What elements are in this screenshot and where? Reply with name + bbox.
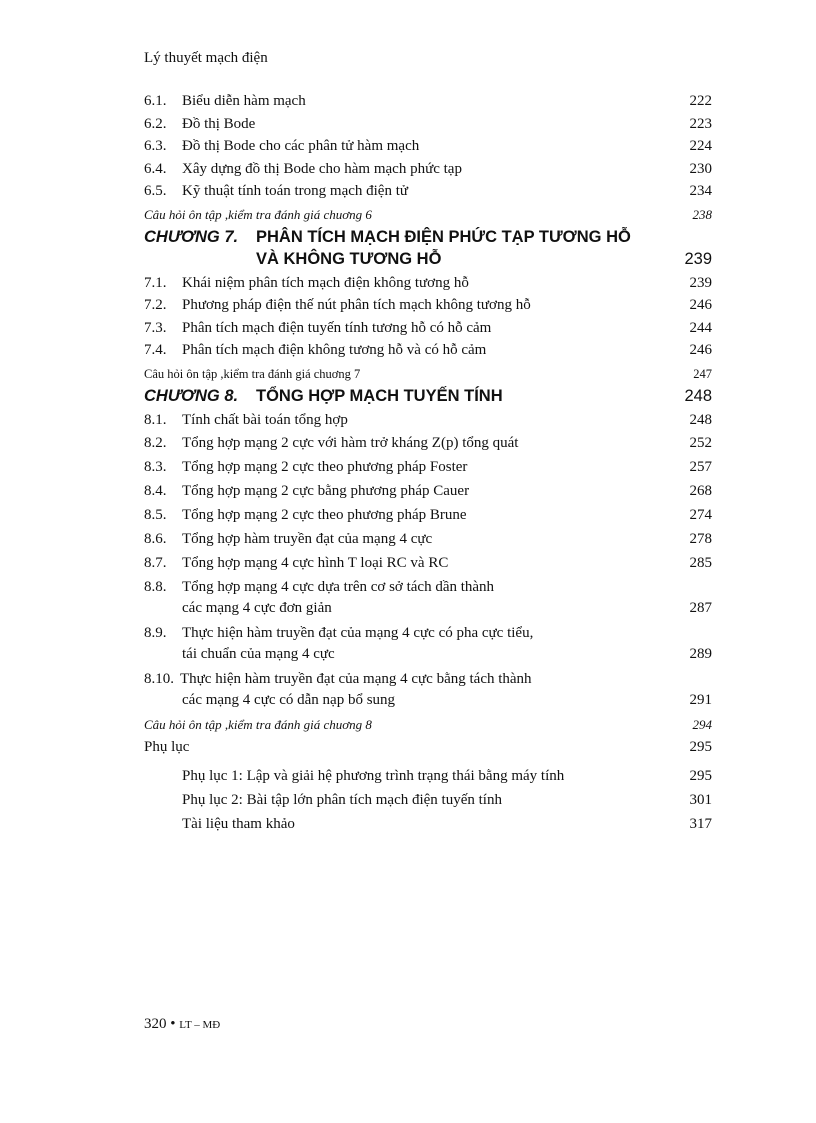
appendix-item-page: 301 [689, 791, 712, 808]
chapter-page: 239 [684, 249, 712, 268]
toc-entry-8-6[interactable] [144, 527, 712, 551]
page-number: 320 [144, 1016, 167, 1032]
entry-page: 239 [689, 274, 712, 291]
chapter-label: CHƯƠNG 8. [144, 386, 239, 405]
entry-number: 8.5. [144, 507, 167, 523]
toc-entry-8-5[interactable] [144, 503, 712, 527]
entry-title-line1: Thực hiện hàm truyền đạt của mạng 4 cực bằng tách thành [180, 671, 532, 687]
entry-title: Tổng hợp mạng 2 cực bằng phương pháp Cauer [182, 483, 470, 499]
toc-entry-8-1[interactable] [144, 409, 712, 432]
page-footer [144, 1016, 220, 1033]
toc-entry-6-5[interactable] [144, 180, 712, 203]
bullet-separator: • [170, 1016, 176, 1032]
toc-review-ch8[interactable] [144, 715, 712, 735]
entry-page: 224 [689, 138, 712, 154]
toc-entry-8-9[interactable] [144, 623, 712, 664]
toc-entry-7-2[interactable] [144, 294, 712, 317]
entry-page: 248 [689, 411, 712, 428]
entry-page: 268 [689, 483, 712, 499]
toc-entry-7-3[interactable] [144, 317, 712, 340]
appendix-item-page: 317 [689, 815, 712, 832]
entry-title: Biểu diễn hàm mạch [182, 93, 306, 109]
entry-title: Đồ thị Bode cho các phân tử hàm mạch [182, 138, 420, 154]
toc-chapter-8[interactable] [144, 385, 712, 407]
chapter-title-line1: PHÂN TÍCH MẠCH ĐIỆN PHỨC TẠP TƯƠNG HỖ [256, 227, 631, 246]
entry-page: 244 [689, 319, 712, 336]
toc-entry-6-2[interactable] [144, 113, 712, 136]
entry-page: 287 [689, 599, 712, 616]
toc-entry-6-1[interactable] [144, 90, 712, 113]
chapter-title: TỔNG HỢP MẠCH TUYẾN TÍNH [256, 386, 503, 405]
entry-number: 8.8. [144, 579, 167, 595]
review-page: 238 [692, 206, 712, 222]
entry-title-line2: tái chuẩn của mạng 4 cực [182, 645, 335, 662]
toc-entry-8-4[interactable] [144, 479, 712, 503]
entry-page: 222 [689, 93, 712, 109]
footer-label: LT – MĐ [179, 1019, 221, 1031]
entry-number: 8.9. [144, 625, 167, 641]
toc-references[interactable] [144, 812, 712, 836]
entry-title-line1: Thực hiện hàm truyền đạt của mạng 4 cực có pha cực tiểu, [182, 625, 534, 641]
entry-number: 6.5. [144, 183, 167, 199]
toc-entry-7-1[interactable] [144, 272, 712, 295]
toc-entry-6-3[interactable] [144, 135, 712, 158]
review-title: Câu hỏi ôn tập ,kiểm tra đánh giá chuơng 8 [144, 717, 372, 732]
appendix-item-page: 295 [689, 767, 712, 784]
entry-number: 8.1. [144, 411, 167, 428]
entry-number: 6.3. [144, 138, 167, 154]
appendix-item-title: Tài liệu tham khảo [182, 815, 295, 832]
entry-title: Tổng hợp hàm truyền đạt của mạng 4 cực [182, 531, 433, 547]
toc-appendix-2[interactable] [144, 788, 712, 812]
table-of-contents [144, 90, 712, 836]
entry-title: Tổng hợp mạng 4 cực hình T loại RC và RC [182, 555, 449, 571]
entry-title: Phương pháp điện thế nút phân tích mạch không tương hỗ [182, 297, 531, 313]
entry-number: 8.10. [144, 671, 174, 687]
entry-title: Tổng hợp mạng 2 cực với hàm trở kháng Z(p) tổng quát [182, 435, 519, 451]
entry-title-line2: các mạng 4 cực đơn giản [182, 599, 332, 616]
toc-appendix[interactable] [144, 736, 712, 759]
entry-title: Tính chất bài toán tổng hợp [182, 411, 348, 428]
entry-number: 7.2. [144, 297, 167, 313]
entry-page: 246 [689, 342, 712, 358]
entry-number: 6.4. [144, 160, 167, 177]
appendix-item-title: Phụ lục 1: Lập và giải hệ phương trình trạng thái bằng máy tính [182, 767, 565, 784]
toc-chapter-7[interactable] [144, 226, 712, 270]
entry-number: 6.2. [144, 115, 167, 132]
entry-page: 230 [689, 160, 712, 177]
entry-title: Tổng hợp mạng 2 cực theo phương pháp Foster [182, 459, 468, 475]
entry-number: 7.4. [144, 342, 167, 358]
appendix-title: Phụ lục [144, 739, 190, 755]
entry-title: Tổng hợp mạng 2 cực theo phương pháp Brune [182, 507, 467, 523]
entry-page: 252 [689, 435, 712, 451]
entry-page: 257 [689, 459, 712, 475]
review-page: 294 [692, 717, 712, 732]
toc-review-ch7[interactable] [144, 364, 712, 384]
toc-entry-8-8[interactable] [144, 577, 712, 618]
toc-entry-8-7[interactable] [144, 551, 712, 575]
toc-entry-8-3[interactable] [144, 455, 712, 479]
toc-appendix-1[interactable] [144, 764, 712, 788]
toc-entry-8-10[interactable] [144, 669, 712, 710]
toc-entry-6-4[interactable] [144, 158, 712, 181]
entry-page: 278 [689, 531, 712, 547]
entry-page: 223 [689, 115, 712, 132]
entry-title: Phân tích mạch điện tuyến tính tương hỗ có hỗ cảm [182, 319, 492, 336]
entry-title: Khái niệm phân tích mạch điện không tương hỗ [182, 274, 469, 291]
appendix-item-title: Phụ lục 2: Bài tập lớn phân tích mạch điện tuyến tính [182, 791, 502, 808]
entry-page: 234 [689, 183, 712, 199]
appendix-page: 295 [689, 739, 712, 755]
entry-number: 7.3. [144, 319, 167, 336]
review-page: 247 [693, 366, 712, 381]
entry-title-line1: Tổng hợp mạng 4 cực dựa trên cơ sở tách dần thành [182, 579, 495, 595]
entry-title: Phân tích mạch điện không tương hỗ và có hỗ cảm [182, 342, 487, 358]
chapter-title-line2: VÀ KHÔNG TƯƠNG HỖ [256, 249, 442, 268]
chapter-label: CHƯƠNG 7. [144, 227, 239, 246]
toc-entry-7-4[interactable] [144, 339, 712, 362]
running-header: Lý thuyết mạch điện [144, 50, 268, 66]
toc-review-ch6[interactable] [144, 205, 712, 225]
entry-title-line2: các mạng 4 cực có dẫn nạp bổ sung [182, 691, 396, 708]
entry-page: 289 [689, 645, 712, 662]
entry-page: 291 [689, 691, 712, 708]
entry-page: 285 [689, 555, 712, 571]
entry-number: 7.1. [144, 274, 167, 291]
entry-number: 8.4. [144, 483, 167, 499]
entry-title: Xây dựng đồ thị Bode cho hàm mạch phức tạp [182, 160, 462, 177]
entry-number: 8.2. [144, 435, 167, 451]
entry-number: 8.7. [144, 555, 167, 571]
entry-page: 274 [689, 507, 712, 523]
entry-number: 8.6. [144, 531, 167, 547]
entry-page: 246 [689, 297, 712, 313]
review-title: Câu hỏi ôn tập ,kiểm tra đánh giá chuơng 6 [144, 206, 372, 222]
toc-entry-8-2[interactable] [144, 431, 712, 455]
review-title: Câu hỏi ôn tập ,kiểm tra đánh giá chuơng 7 [144, 366, 361, 381]
entry-title: Đồ thị Bode [182, 115, 256, 132]
entry-title: Kỹ thuật tính toán trong mạch điện tử [182, 183, 409, 199]
entry-number: 6.1. [144, 93, 167, 109]
chapter-page: 248 [684, 386, 712, 405]
entry-number: 8.3. [144, 459, 167, 475]
